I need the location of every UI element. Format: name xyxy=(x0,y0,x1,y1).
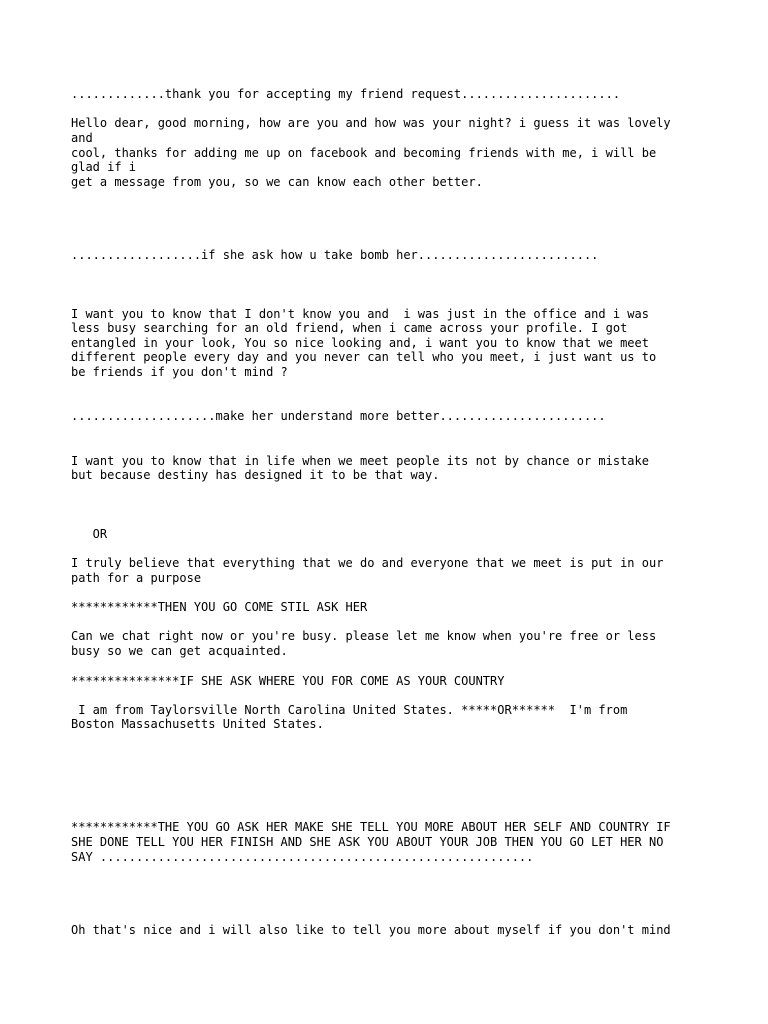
text-line: different people every day and you never can tell who you meet, i just want us to xyxy=(71,350,657,364)
text-line: Hello dear, good morning, how are you and how was your night? i guess it was lovely xyxy=(71,116,671,130)
text-line: busy so we can get acquainted. xyxy=(71,644,288,658)
text-line: and xyxy=(71,131,93,145)
text-line: but because destiny has designed it to be that way. xyxy=(71,468,440,482)
text-line: entangled in your look, You so nice looking and, i want you to know that we meet xyxy=(71,336,649,350)
text-line: Boston Massachusetts United States. xyxy=(71,717,324,731)
text-line: I truly believe that everything that we do and everyone that we meet is put in our xyxy=(71,556,664,570)
text-line: I want you to know that in life when we meet people its not by chance or mistake xyxy=(71,454,649,468)
text-line: glad if i xyxy=(71,160,137,174)
text-line: be friends if you don't mind ? xyxy=(71,365,288,379)
text-line: ************THE YOU GO ASK HER MAKE SHE TELL YOU MORE ABOUT HER SELF AND COUNTRY IF xyxy=(71,820,671,834)
text-line: ***************IF SHE ASK WHERE YOU FOR COME AS YOUR COUNTRY xyxy=(71,674,505,688)
text-line: .............thank you for accepting my friend request...................... xyxy=(71,87,621,101)
text-line: I am from Taylorsville North Carolina United States. *****OR****** I'm from xyxy=(71,703,628,717)
text-line: get a message from you, so we can know each other better. xyxy=(71,175,483,189)
text-line: ....................make her understand more better....................... xyxy=(71,409,606,423)
text-line: path for a purpose xyxy=(71,571,202,585)
text-line: Oh that's nice and i will also like to tell you more about myself if you don't mind xyxy=(71,923,671,937)
text-line: I want you to know that I don't know you and i was just in the office and i was xyxy=(71,307,649,321)
text-line: cool, thanks for adding me up on facebook and becoming friends with me, i will be xyxy=(71,146,657,160)
text-line: less busy searching for an old friend, when i came across your profile. I got xyxy=(71,321,628,335)
text-line: ************THEN YOU GO COME STIL ASK HER xyxy=(71,600,368,614)
text-line: OR xyxy=(71,527,108,541)
text-line: SAY ............................................................ xyxy=(71,850,534,864)
text-line: SHE DONE TELL YOU HER FINISH AND SHE ASK YOU ABOUT YOUR JOB THEN YOU GO LET HER NO xyxy=(71,835,664,849)
text-line: Can we chat right now or you're busy. please let me know when you're free or less xyxy=(71,629,657,643)
text-line: ..................if she ask how u take bomb her......................... xyxy=(71,248,599,262)
